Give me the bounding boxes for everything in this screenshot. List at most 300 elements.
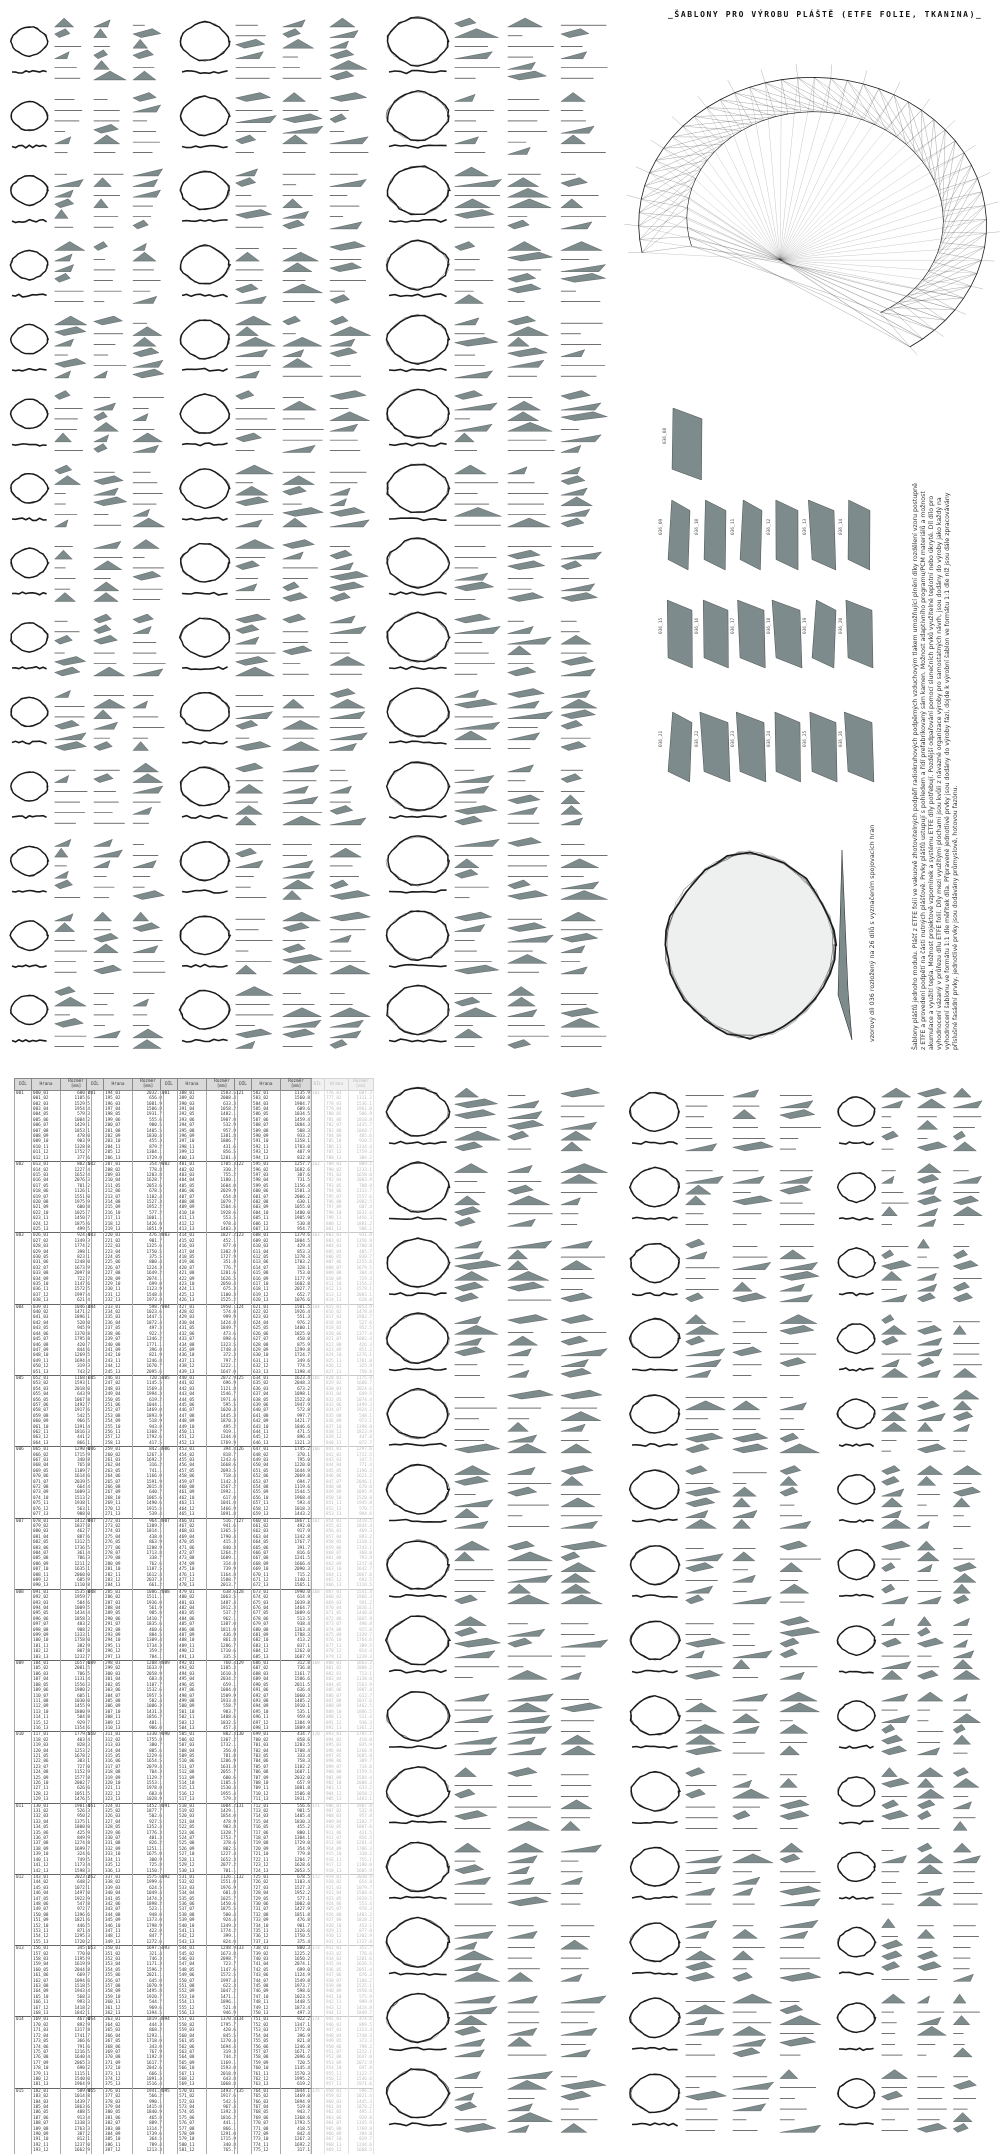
table-cell: 1527.3 <box>133 1200 164 1205</box>
panel-piece <box>561 403 601 410</box>
panel-piece <box>686 1554 724 1561</box>
panel-strip <box>182 146 228 148</box>
table-cell: 605_11 <box>252 1216 281 1221</box>
table-cell: 455.3 <box>133 1139 164 1144</box>
fan-tick <box>955 310 966 315</box>
panel-piece <box>455 775 494 782</box>
table-cell: 349_13 <box>104 1940 133 1946</box>
panel-piece <box>455 1768 477 1777</box>
table-cell: 1832.5 <box>207 1721 238 1726</box>
ring-outline <box>838 1248 875 1278</box>
fan-tick <box>728 80 735 93</box>
table-cell: 595.5 <box>207 1403 238 1408</box>
table-cell: 660_01 <box>252 1518 281 1524</box>
table-cell: 1147.6 <box>61 1282 92 1287</box>
table-cell: 683.8 <box>133 1677 164 1682</box>
table-cell: 041_03 <box>32 1315 61 1320</box>
panel-piece <box>561 1640 608 1647</box>
table-cell: 520_03 <box>178 1814 207 1819</box>
fan-line <box>831 78 864 120</box>
panel-piece <box>508 1638 533 1647</box>
fan-line <box>780 260 964 298</box>
unfolded-piece <box>703 600 728 668</box>
panel-piece <box>733 1597 772 1604</box>
panel-piece <box>508 252 553 261</box>
panel-piece <box>882 1088 911 1097</box>
panel-strip <box>839 1520 874 1522</box>
panel-piece <box>561 742 586 751</box>
panel-piece <box>508 1737 536 1744</box>
table-cell: 145_03 <box>32 1886 61 1891</box>
table-cell: 118_02 <box>32 1738 61 1743</box>
table-cell: 1511.1 <box>133 1595 164 1600</box>
panel-piece <box>561 2080 606 2089</box>
table-cell: 121 <box>235 1090 252 1096</box>
table-cell: 443_04 <box>178 1392 207 1397</box>
table-cell: 187_06 <box>32 2116 61 2121</box>
table-cell: 673_01 <box>252 1589 281 1595</box>
panel-strip <box>389 1217 447 1220</box>
table-cell: 477_12 <box>178 1578 207 1583</box>
table-cell: 330_07 <box>104 1836 133 1841</box>
table-cell: 654_08 <box>252 1485 281 1490</box>
fan-line <box>683 126 780 260</box>
panel-piece <box>455 1338 482 1345</box>
table-cell: 1391.4 <box>61 1425 92 1430</box>
table-cell: 433_07 <box>178 1337 207 1342</box>
panel-piece <box>953 1714 980 1723</box>
panel-piece <box>882 1101 903 1108</box>
table-cell: 377.6 <box>61 1156 92 1162</box>
panel-piece <box>780 1854 800 1863</box>
table-cell: 176_08 <box>32 2055 61 2060</box>
table-cell: 1907.0 <box>207 1118 238 1123</box>
panel-piece <box>953 1325 966 1334</box>
table-cell: 397_10 <box>178 1139 207 1144</box>
panel-piece <box>953 2016 970 2025</box>
table-cell: 155_13 <box>32 1940 61 1946</box>
panel-piece <box>94 435 109 442</box>
panel-piece <box>780 1584 809 1593</box>
panel-piece <box>508 2104 533 2111</box>
panel-piece <box>94 71 127 80</box>
table-cell: 269_11 <box>104 1501 133 1506</box>
panel-piece <box>882 1510 902 1517</box>
fan-line <box>780 78 831 260</box>
panel-piece <box>780 1541 808 1550</box>
table-cell: 303_06 <box>104 1688 133 1693</box>
panel-piece <box>330 263 362 272</box>
ring-outline <box>631 1923 680 1962</box>
panel-piece <box>508 1584 531 1593</box>
ring-outline <box>180 991 229 1030</box>
table-cell: 1577.8 <box>61 1776 92 1781</box>
table-cell: 239_07 <box>104 1337 133 1342</box>
table-cell: 1863.6 <box>61 2105 92 2110</box>
panel-piece <box>733 2048 760 2057</box>
fan-line <box>780 78 798 260</box>
panel-piece <box>508 401 541 410</box>
panel-strip <box>632 1369 678 1370</box>
panel-piece <box>455 242 475 251</box>
piece-label: 036_21 <box>658 730 664 747</box>
table-cell: 320_10 <box>104 1781 133 1786</box>
panel-piece <box>780 1466 801 1475</box>
panel-piece <box>455 1282 484 1291</box>
panel-piece <box>686 1972 715 1981</box>
panel-piece <box>917 1670 938 1679</box>
panel-piece <box>780 1617 809 1626</box>
table-cell: 391_04 <box>178 1107 207 1112</box>
table-cell: 085 <box>161 1375 178 1381</box>
table-cell: 553_10 <box>178 1995 207 2000</box>
panel-piece <box>455 1164 488 1173</box>
table-cell: 303.1 <box>61 1759 92 1764</box>
panel-piece <box>94 582 119 591</box>
table-cell: 301_04 <box>104 1677 133 1682</box>
fan-line <box>879 89 897 137</box>
table-cell: 574_05 <box>178 2110 207 2115</box>
table-cell: 485_07 <box>178 1622 207 1627</box>
sheet-title: _ŠABLONY PRO VÝROBU PLÁŠTĚ (ETFE FOLIE, TKANINA)_ <box>668 10 982 19</box>
table-cell: 1806.7 <box>207 1139 238 1144</box>
panel-piece <box>561 1703 603 1712</box>
table-cell: 370_08 <box>104 2055 133 2060</box>
table-cell: 389_02 <box>178 1096 207 1101</box>
table-cell: 1798.9 <box>133 1924 164 1929</box>
table-cell: 001 <box>15 1090 32 1096</box>
panel-piece <box>917 1888 944 1895</box>
panel-piece <box>882 1778 910 1787</box>
panel-piece <box>561 699 597 708</box>
table-cell: 208_02 <box>104 1168 133 1173</box>
panel-piece <box>917 1962 941 1971</box>
ring-outline <box>838 1550 876 1580</box>
table-cell: 1673.9 <box>61 1266 92 1271</box>
table-cell: 1302.9 <box>207 1250 238 1255</box>
table-cell: 1415.0 <box>133 2105 164 2110</box>
fan-line <box>687 227 910 347</box>
table-cell: 1126.1 <box>207 1874 238 1880</box>
table-cell: 122 <box>235 1162 252 1168</box>
table-cell: 990.1 <box>133 2100 164 2105</box>
table-cell: 847.7 <box>133 1934 164 1939</box>
unfolded-piece <box>848 500 870 570</box>
panel-strip <box>389 965 447 968</box>
table-cell: 366_04 <box>104 2034 133 2039</box>
table-cell: 592_11 <box>252 1145 281 1150</box>
ring-outline <box>180 692 230 731</box>
table-cell: 509_05 <box>178 1754 207 1759</box>
table-cell: 073_09 <box>32 1490 61 1495</box>
fan-line <box>639 213 780 260</box>
table-cell: 924.4 <box>61 1233 92 1239</box>
panel-piece <box>55 987 76 996</box>
table-cell: 349.6 <box>281 1359 312 1364</box>
table-cell: 1001.1 <box>133 1216 164 1221</box>
panel-piece <box>780 1358 806 1367</box>
table-cell: 276_05 <box>104 1540 133 1545</box>
panel-piece <box>455 1694 490 1701</box>
panel-piece <box>780 1315 817 1324</box>
ring-outline <box>387 612 450 661</box>
panel-strip <box>389 1142 447 1145</box>
panel-piece <box>733 1262 771 1269</box>
table-cell: 142_13 <box>32 1869 61 1875</box>
panel-piece <box>455 507 502 516</box>
table-cell: 523.1 <box>133 1907 164 1912</box>
panel-piece <box>686 1185 712 1194</box>
ring-outline <box>630 1168 680 1207</box>
table-cell: 483_05 <box>178 1611 207 1616</box>
table-cell: 1492.7 <box>61 1403 92 1408</box>
panel-piece <box>55 18 74 27</box>
table-cell: 353_04 <box>104 1962 133 1967</box>
panel-piece <box>283 1029 315 1038</box>
table-cell: 875.9 <box>281 1343 312 1348</box>
panel-piece <box>283 816 321 825</box>
panel-piece <box>455 1996 496 2003</box>
panel-piece <box>508 1444 547 1453</box>
table-cell: 104_01 <box>32 1661 61 1667</box>
panel-piece <box>55 179 84 186</box>
ring-outline <box>386 1692 448 1741</box>
table-cell: 680.6 <box>207 1776 238 1781</box>
table-cell: 557_01 <box>178 2017 207 2023</box>
table-cell: 431_05 <box>178 1326 207 1331</box>
table-cell: 172_04 <box>32 2034 61 2039</box>
table-cell: 1673.8 <box>207 1952 238 1957</box>
panel-piece <box>917 1778 934 1787</box>
table-cell: 903.9 <box>61 1139 92 1144</box>
table-cell: 357_08 <box>104 1984 133 1989</box>
ring-outline <box>181 96 230 136</box>
table-cell: 513_09 <box>178 1776 207 1781</box>
table-cell: 1487.4 <box>207 1601 238 1606</box>
table-cell: 1274.8 <box>61 1841 92 1846</box>
ring-outline <box>386 911 450 960</box>
table-cell: 1006.3 <box>133 1704 164 1709</box>
table-cell: 676_04 <box>252 1606 281 1611</box>
table-cell: 1041.0 <box>207 1501 238 1506</box>
panel-piece <box>236 637 259 644</box>
table-cell: 212_06 <box>104 1189 133 1194</box>
table-cell: 520.0 <box>61 1321 92 1326</box>
table-cell: 594_13 <box>252 1156 281 1162</box>
table-cell: 1044.1 <box>133 1403 164 1408</box>
ring-outline <box>630 1168 679 1207</box>
panel-piece <box>94 593 119 602</box>
table-cell: 572_03 <box>178 2100 207 2105</box>
table-cell: 005_06 <box>32 1118 61 1123</box>
fan-line <box>694 116 780 260</box>
panel-piece <box>508 1196 550 1205</box>
table-cell: 1237.0 <box>61 2143 92 2148</box>
table-cell: 429.4 <box>281 1244 312 1249</box>
table-cell: 1307.2 <box>207 1738 238 1743</box>
panel-piece <box>55 391 71 400</box>
panel-piece <box>561 1293 593 1302</box>
table-cell: 405_05 <box>178 1184 207 1189</box>
table-cell: 602_08 <box>252 1200 281 1205</box>
table-cell: 537.2 <box>207 1611 238 1616</box>
panel-piece <box>561 1164 608 1173</box>
table-cell: 2029.9 <box>207 1189 238 1194</box>
ring-outline <box>181 468 231 508</box>
table-cell: 1251.1 <box>133 1847 164 1852</box>
panel-piece <box>236 720 258 729</box>
piece-label: 036_17 <box>730 617 736 634</box>
table-cell: 898.6 <box>207 1337 238 1342</box>
ring-outline <box>11 399 48 428</box>
edge-table <box>234 1078 312 2154</box>
ring-outline <box>386 1238 449 1288</box>
table-cell: 252_07 <box>104 1408 133 1413</box>
piece-label: 036_25 <box>802 730 808 747</box>
panel-piece <box>561 912 596 921</box>
panel-piece <box>780 1403 807 1410</box>
panel-piece <box>882 1951 903 1960</box>
table-cell: 1257.7 <box>281 1162 312 1168</box>
panel-piece <box>283 880 314 889</box>
panel-piece <box>455 1088 479 1097</box>
table-cell: 524_07 <box>178 1836 207 1841</box>
table-cell: 1811.0 <box>207 1628 238 1633</box>
panel-piece <box>780 1521 811 1528</box>
panel-piece <box>561 242 602 251</box>
panel-piece <box>55 848 68 857</box>
table-cell: 680.7 <box>61 1090 92 1096</box>
table-cell: 516.7 <box>207 1518 238 1524</box>
fan-line <box>689 237 955 310</box>
table-cell: 123_07 <box>32 1765 61 1770</box>
ring-outline <box>181 319 230 359</box>
table-cell: 124 <box>235 1304 252 1310</box>
unfolded-piece <box>740 500 762 570</box>
table-cell: 084 <box>161 1304 178 1310</box>
table-cell: 619_12 <box>252 1293 281 1298</box>
table-cell: 319.3 <box>207 2050 238 2055</box>
panel-strip <box>632 1519 678 1521</box>
ring-outline <box>386 1767 448 1816</box>
table-cell: 112_09 <box>32 1704 61 1709</box>
panel-piece <box>455 2026 481 2035</box>
panel-piece <box>561 774 582 783</box>
ring-outline <box>386 1087 449 1135</box>
table-cell: 163_08 <box>32 1984 61 1989</box>
table-cell: 494_03 <box>178 1672 207 1677</box>
table-cell: 1363.4 <box>281 1628 312 1633</box>
table-cell: 013 <box>15 1946 32 1952</box>
panel-piece <box>55 880 73 889</box>
panel-piece <box>455 1638 501 1647</box>
table-cell: 489_11 <box>178 1644 207 1649</box>
fan-tick <box>698 96 707 107</box>
table-cell: 548_05 <box>178 1968 207 1973</box>
panel-piece <box>236 656 268 665</box>
table-cell: 274_03 <box>104 1529 133 1534</box>
panel-piece <box>561 669 596 676</box>
table-cell: 032_07 <box>32 1266 61 1271</box>
table-cell: 1928.6 <box>207 1211 238 1216</box>
table-cell: 428_02 <box>178 1310 207 1315</box>
panel-piece <box>94 135 120 144</box>
panel-piece <box>733 1726 759 1733</box>
panel-piece <box>917 1843 932 1852</box>
panel-piece <box>561 552 602 559</box>
ring-outline <box>180 618 230 657</box>
fan-line <box>640 208 688 240</box>
table-cell: 576_07 <box>178 2121 207 2126</box>
panel-piece <box>882 1325 907 1334</box>
table-cell: 611_04 <box>252 1250 281 1255</box>
fan-line <box>664 148 781 260</box>
table-cell: 233_01 <box>104 1304 133 1310</box>
table-cell: 1286.7 <box>207 1644 238 1649</box>
table-row <box>15 2148 92 2153</box>
panel-piece <box>508 1972 533 1981</box>
table-cell: 420.6 <box>207 2028 238 2033</box>
table-cell: 1814.1 <box>133 1529 164 1534</box>
table-cell: 092_02 <box>32 1595 61 1600</box>
table-cell: 725.8 <box>133 1863 164 1868</box>
panel-piece <box>455 1963 482 1970</box>
table-cell: 691_06 <box>252 1688 281 1693</box>
table-cell: 1161.7 <box>281 1672 312 1677</box>
table-cell: 1776.3 <box>133 1831 164 1836</box>
table-cell: 1443.2 <box>281 1512 312 1518</box>
panel-piece <box>55 667 80 676</box>
panel-strip <box>389 1039 447 1042</box>
table-cell: 438.0 <box>133 1535 164 1540</box>
panel-strip <box>389 1444 447 1447</box>
ring-outline <box>181 171 230 210</box>
panel-piece <box>330 507 365 516</box>
table-cell: 1431.3 <box>133 1710 164 1715</box>
ring-outline <box>630 1696 680 1735</box>
panel-piece <box>561 222 592 229</box>
ring-outline <box>11 697 49 727</box>
fan-line <box>650 173 781 260</box>
panel-piece <box>455 965 499 974</box>
table-cell: 1727.9 <box>207 1255 238 1260</box>
panel-piece <box>508 1282 545 1291</box>
table-cell: 413.2 <box>281 1638 312 1643</box>
table-cell: 1800.0 <box>61 1825 92 1830</box>
table-cell: 661_02 <box>252 1524 281 1529</box>
ring-outline <box>181 246 230 284</box>
table-cell: 1840.9 <box>133 2110 164 2115</box>
table-cell: 290_06 <box>104 1617 133 1622</box>
ring-outline <box>180 23 230 62</box>
table-cell: 736.8 <box>281 1666 312 1671</box>
panel-piece <box>508 1185 534 1194</box>
table-cell: 1755.8 <box>133 1738 164 1743</box>
table-cell: 579.3 <box>61 1112 92 1117</box>
table-cell: 579.3 <box>207 1797 238 1803</box>
ring-outline <box>388 166 450 215</box>
panel-piece <box>236 584 257 591</box>
fan-tick <box>894 82 900 94</box>
panel-piece <box>780 1433 799 1442</box>
table-cell: 1009.5 <box>61 1606 92 1611</box>
table-cell: 680_08 <box>252 1628 281 1633</box>
panel-piece <box>55 520 68 527</box>
panel-piece <box>133 348 159 357</box>
table-cell: 753.0 <box>281 1271 312 1276</box>
ring-outline <box>181 768 230 806</box>
panel-piece <box>94 488 119 495</box>
